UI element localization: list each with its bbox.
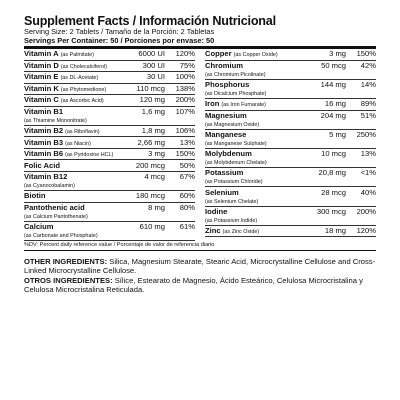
- other-ingredients-label: OTHER INGREDIENTS:: [24, 256, 108, 266]
- nutrient-amount: 1,8 mg: [141, 126, 165, 136]
- nutrient-source: (as Cyanocobalamin): [24, 183, 75, 190]
- nutrient-source: (as Cholecalciferol): [60, 63, 108, 70]
- nutrient-amount: 16 mg: [324, 99, 346, 109]
- nutrient-source: (as Carbonate and Phosphate): [24, 232, 98, 239]
- nutrient-dv: 14%: [360, 80, 376, 90]
- nutrient-name: [24, 222, 119, 240]
- nutrient-dv: 80%: [179, 202, 195, 212]
- nutrient-source: (as Molybdenum Chelate): [205, 160, 267, 167]
- nutrient-amount: 610 mg: [139, 221, 165, 231]
- nutrient-dv: 107%: [175, 106, 195, 116]
- nutrient-label: Vitamin E: [24, 72, 59, 82]
- nutrient-name: [205, 207, 300, 225]
- nutrient-dv: 250%: [356, 129, 376, 139]
- nutrient-dv: 40%: [360, 187, 376, 197]
- nutrient-source: (as Iron Fumarate): [221, 102, 266, 109]
- nutrient-label: Chromium: [205, 60, 243, 70]
- nutrient-row: [205, 187, 376, 206]
- nutrient-amount: 1,6 mg: [141, 106, 165, 116]
- nutrient-label: Iron: [205, 99, 220, 109]
- otros-ingredientes-label: OTROS INGREDIENTES:: [24, 275, 113, 285]
- nutrient-name: [24, 137, 119, 147]
- nutrient-name: [24, 160, 119, 169]
- nutrient-label: Iodine: [205, 206, 228, 216]
- nutrient-label: Pantothenic acid: [24, 202, 85, 212]
- nutrient-dv: 61%: [179, 221, 195, 231]
- nutrient-amount: 204 mg: [320, 110, 346, 120]
- nutrient-amount: 3 mg: [148, 149, 165, 159]
- nutrient-source: (as Copper Oxide): [233, 52, 278, 59]
- nutrient-label: Vitamin D: [24, 60, 59, 70]
- nutrient-dv: 120%: [356, 225, 376, 235]
- nutrient-name: [24, 84, 119, 94]
- nutrient-name: [205, 49, 300, 59]
- nutrient-row: [205, 130, 376, 149]
- nutrient-amount: 20,8 mg: [318, 168, 346, 178]
- nutrient-amount: 144 mg: [320, 80, 346, 90]
- nutrient-amount: 28 mcg: [321, 187, 346, 197]
- nutrient-name: [205, 61, 300, 79]
- nutrient-dv: 138%: [175, 83, 195, 93]
- nutrient-dv: <1%: [360, 168, 376, 178]
- nutrient-amount: 5 mg: [329, 129, 346, 139]
- nutrient-dv: 200%: [175, 95, 195, 105]
- nutrient-name: [24, 107, 119, 125]
- nutrient-source: (as Zinc Oxide): [222, 228, 260, 235]
- panel-title: Supplement Facts / Información Nutricional: [24, 14, 276, 28]
- nutrient-label: Zinc: [205, 225, 221, 235]
- nutrient-label: Vitamin A: [24, 49, 59, 59]
- servings-per-container: Servings Per Container: 50 / Porciones por envase: 50: [24, 35, 215, 45]
- nutrient-label: Biotin: [24, 191, 46, 201]
- nutrient-dv: 150%: [356, 49, 376, 59]
- nutrient-label: Vitamin B3: [24, 137, 64, 147]
- nutrient-source: (as Phytomedione): [60, 86, 107, 93]
- nutrient-label: Vitamin B2: [24, 126, 64, 136]
- nutrient-label: Magnesium: [205, 110, 247, 120]
- nutrient-row: [205, 226, 376, 238]
- nutrient-source: (as Pyridoxine HCL): [65, 152, 114, 159]
- nutrient-row: [24, 95, 195, 107]
- nutrient-row: [24, 149, 195, 161]
- nutrient-source: (as Potassium Iodide): [205, 217, 258, 224]
- nutrient-row: [205, 49, 376, 61]
- nutrient-dv: 13%: [360, 149, 376, 159]
- nutrient-source: (as Calcium Pantothenate): [24, 213, 88, 220]
- nutrient-source: (as Magnesium Oxide): [205, 121, 260, 128]
- nutrient-dv: 67%: [179, 172, 195, 182]
- nutrient-name: [205, 226, 300, 236]
- nutrient-source: (as Potassium Chloride): [205, 179, 263, 186]
- nutrient-dv: 13%: [179, 137, 195, 147]
- nutrient-row: [24, 191, 195, 203]
- nutrient-amount: 3 mg: [329, 49, 346, 59]
- nutrient-amount: 2,66 mg: [137, 137, 165, 147]
- nutrient-dv: 75%: [179, 60, 195, 70]
- nutrient-row: [205, 61, 376, 80]
- other-ingredients-text: Silica, Magnesium Stearate, Stearic Acid, Microcrystalline Cellulose and Cross-Linked Microcrystalline Cellulose.: [24, 256, 376, 276]
- nutrient-name: [205, 130, 300, 148]
- nutrient-name: [24, 126, 119, 136]
- nutrient-dv: 106%: [175, 126, 195, 136]
- nutrient-row: [205, 149, 376, 168]
- nutrient-amount: 18 mg: [324, 225, 346, 235]
- otros-ingredientes-text: Sílice, Estearato de Magnesio, Ácido Esteárico, Celulosa Microcristalina y Celulosa Microcristalina Reticulada.: [24, 275, 363, 294]
- nutrient-label: Calcium: [24, 221, 54, 231]
- nutrient-label: Vitamin K: [24, 83, 59, 93]
- nutrient-amount: 300 mcg: [316, 206, 346, 216]
- supplement-facts-panel: [24, 14, 376, 294]
- nutrient-name: [205, 187, 300, 205]
- nutrient-amount: 200 mcg: [135, 160, 165, 170]
- serving-size: Serving Size: 2 Tablets / Tamaño de la Porción: 2 Tabletas: [24, 27, 215, 36]
- nutrient-label: Vitamin B12: [24, 172, 68, 182]
- nutrient-source: (as Dicalcium Phosphate): [205, 91, 267, 98]
- nutrient-dv: 150%: [175, 149, 195, 159]
- nutrient-dv: 200%: [356, 206, 376, 216]
- nutrient-source: (as Selenium Chelate): [205, 198, 259, 205]
- nutrient-label: Copper: [205, 49, 232, 59]
- nutrient-row: [205, 207, 376, 226]
- nutrient-amount: 6000 UI: [138, 49, 165, 59]
- left-nutrient-column: [24, 49, 195, 241]
- nutrient-label: Potassium: [205, 168, 244, 178]
- nutrient-row: [24, 172, 195, 191]
- nutrient-dv: 51%: [360, 110, 376, 120]
- nutrient-name: [24, 95, 119, 105]
- nutrient-amount: 8 mg: [148, 202, 165, 212]
- nutrient-label: Vitamin B6: [24, 149, 64, 159]
- nutrient-dv: 89%: [360, 99, 376, 109]
- nutrient-row: [24, 49, 195, 61]
- nutrient-row: [24, 203, 195, 222]
- nutrient-row: [24, 61, 195, 73]
- nutrient-name: [24, 149, 119, 159]
- nutrient-dv: 120%: [175, 49, 195, 59]
- nutrient-row: [24, 160, 195, 172]
- nutrient-label: Folic Acid: [24, 160, 61, 170]
- nutrient-amount: 4 mcg: [144, 172, 165, 182]
- nutrient-name: [24, 203, 119, 221]
- nutrient-label: Molybdenum: [205, 149, 252, 159]
- nutrient-name: [205, 168, 300, 186]
- nutrient-name: [24, 61, 119, 71]
- nutrient-label: Phosphorus: [205, 80, 250, 90]
- nutrient-amount: 110 mcg: [136, 83, 165, 93]
- nutrient-source: (as Palmitate): [60, 52, 94, 59]
- nutrient-source: (as Manganese Sulphate): [205, 140, 267, 147]
- other-ingredients: [24, 257, 376, 295]
- thin-rule: [24, 250, 376, 251]
- nutrient-amount: 50 mcg: [321, 60, 346, 70]
- nutrient-name: [24, 172, 119, 190]
- nutrient-row: [205, 99, 376, 111]
- nutrient-source: (as DL-Acetate): [60, 75, 99, 82]
- nutrient-row: [205, 80, 376, 99]
- nutrient-columns: [24, 49, 376, 241]
- nutrient-amount: 30 UI: [146, 72, 165, 82]
- right-nutrient-column: [205, 49, 376, 241]
- nutrient-name: [24, 191, 119, 200]
- nutrient-row: [24, 72, 195, 84]
- dv-footnote: %DV: Percent daily reference value / Porcentaje de valor de referencia diario: [24, 241, 215, 248]
- nutrient-row: [24, 126, 195, 138]
- nutrient-amount: 180 mcg: [135, 191, 165, 201]
- nutrient-label: Vitamin C: [24, 95, 59, 105]
- nutrient-dv: 60%: [179, 191, 195, 201]
- nutrient-dv: 42%: [360, 60, 376, 70]
- nutrient-name: [205, 149, 300, 167]
- nutrient-source: (as Riboflavin): [65, 129, 100, 136]
- nutrient-amount: 10 mcg: [321, 149, 346, 159]
- nutrient-row: [24, 84, 195, 96]
- nutrient-amount: 120 mg: [139, 95, 165, 105]
- nutrient-source: (as Ascorbic Acid): [60, 98, 104, 105]
- nutrient-name: [205, 99, 300, 109]
- nutrient-dv: 100%: [175, 72, 195, 82]
- nutrient-source: (as Chromium Picolinate): [205, 71, 266, 78]
- nutrient-dv: 50%: [179, 160, 195, 170]
- nutrient-label: Selenium: [205, 187, 239, 197]
- nutrient-name: [24, 49, 119, 59]
- nutrient-row: [205, 168, 376, 187]
- nutrient-name: [24, 72, 119, 82]
- nutrient-row: [24, 222, 195, 241]
- nutrient-label: Vitamin B1: [24, 106, 64, 116]
- nutrient-label: Manganese: [205, 129, 247, 139]
- nutrient-name: [205, 111, 300, 129]
- nutrient-row: [24, 137, 195, 149]
- nutrient-source: (as Thiamine Mononitrate): [24, 117, 87, 124]
- nutrient-amount: 300 UI: [142, 60, 165, 70]
- nutrient-row: [24, 107, 195, 126]
- nutrient-row: [205, 111, 376, 130]
- nutrient-name: [205, 80, 300, 98]
- nutrient-source: (as Niacin): [65, 140, 91, 147]
